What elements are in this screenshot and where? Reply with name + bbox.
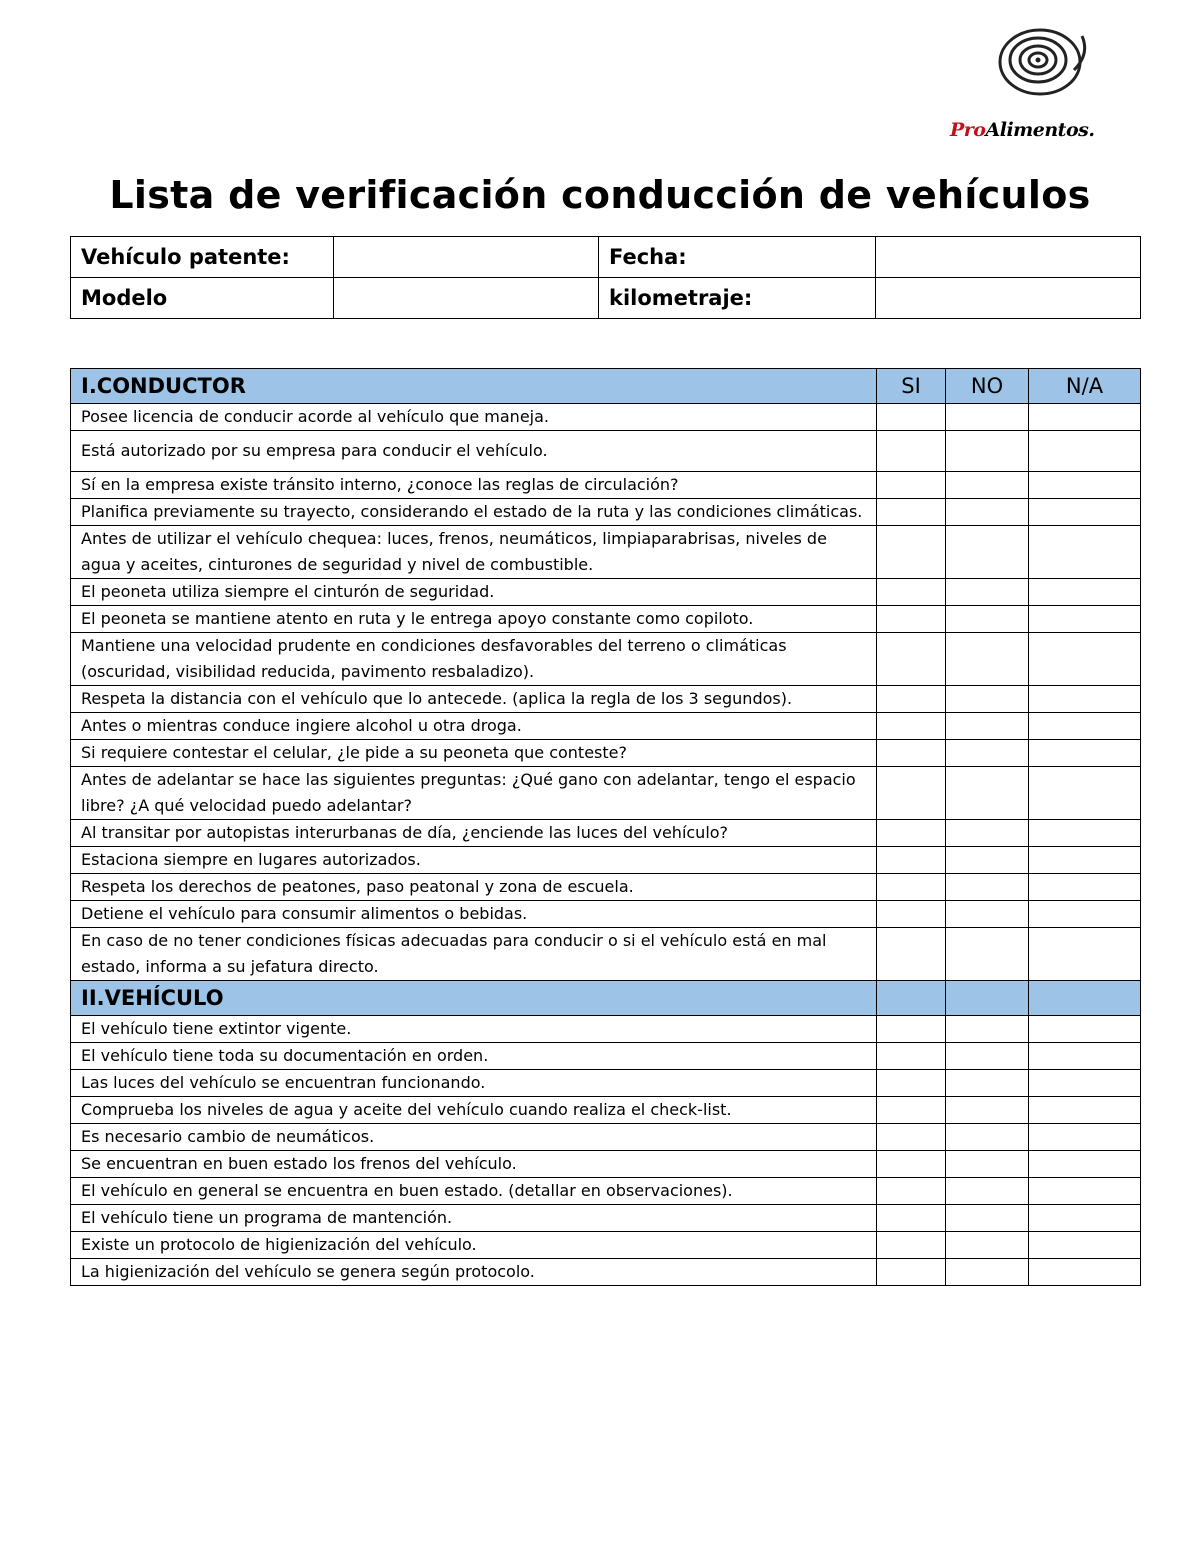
vehicle-info-table	[70, 236, 1141, 319]
checkbox-cell-si[interactable]	[877, 901, 946, 928]
vehiculo-patente-label: Vehículo patente:	[71, 237, 334, 278]
checkbox-cell-na[interactable]	[1029, 1151, 1141, 1178]
checklist-row	[71, 633, 1141, 686]
checklist-row	[71, 579, 1141, 606]
column-header-no	[946, 981, 1029, 1016]
checkbox-cell-na[interactable]	[1029, 847, 1141, 874]
checkbox-cell-no[interactable]	[946, 1097, 1029, 1124]
checklist-item-text: Antes o mientras conduce ingiere alcohol u otra droga.	[71, 713, 877, 740]
checklist-item-text: La higienización del vehículo se genera según protocolo.	[71, 1259, 877, 1286]
checkbox-cell-no[interactable]	[946, 472, 1029, 499]
logo-wordmark: ProAlimentos.	[950, 119, 1095, 141]
checkbox-cell-si[interactable]	[877, 1178, 946, 1205]
section-header-row	[71, 369, 1141, 404]
checklist-row	[71, 1232, 1141, 1259]
checklist-row	[71, 1205, 1141, 1232]
modelo-label: Modelo	[71, 278, 334, 319]
checkbox-cell-na[interactable]	[1029, 901, 1141, 928]
info-row	[71, 237, 1141, 278]
checklist-row	[71, 820, 1141, 847]
checklist-item-text: Al transitar por autopistas interurbanas de día, ¿enciende las luces del vehículo?	[71, 820, 877, 847]
checkbox-cell-si[interactable]	[877, 1070, 946, 1097]
checklist-item-text: Comprueba los niveles de agua y aceite del vehículo cuando realiza el check-list.	[71, 1097, 877, 1124]
checklist-table	[70, 368, 1141, 1286]
checkbox-cell-na[interactable]	[1029, 1016, 1141, 1043]
checkbox-cell-no[interactable]	[946, 404, 1029, 431]
checklist-item-text: Mantiene una velocidad prudente en condiciones desfavorables del terreno o climáticas (oscuridad, visibilidad reducida, pavimento resbaladizo).	[71, 633, 877, 686]
checklist-item-text: Posee licencia de conducir acorde al vehículo que maneja.	[71, 404, 877, 431]
checkbox-cell-no[interactable]	[946, 1016, 1029, 1043]
checklist-item-text: Planifica previamente su trayecto, considerando el estado de la ruta y las condiciones climáticas.	[71, 499, 877, 526]
checkbox-cell-no[interactable]	[946, 740, 1029, 767]
checklist-item-text: El vehículo tiene un programa de mantención.	[71, 1205, 877, 1232]
checklist-row	[71, 740, 1141, 767]
checkbox-cell-no[interactable]	[946, 1151, 1029, 1178]
checklist-item-text: Existe un protocolo de higienización del vehículo.	[71, 1232, 877, 1259]
checklist-row	[71, 431, 1141, 472]
company-logo	[950, 24, 1140, 141]
checklist-row	[71, 1043, 1141, 1070]
checklist-row	[71, 499, 1141, 526]
checklist-row	[71, 901, 1141, 928]
checkbox-cell-si[interactable]	[877, 526, 946, 579]
checkbox-cell-si[interactable]	[877, 767, 946, 820]
column-header-no: NO	[946, 369, 1029, 404]
vehiculo-patente-field[interactable]	[334, 237, 599, 278]
checkbox-cell-no[interactable]	[946, 1124, 1029, 1151]
checkbox-cell-no[interactable]	[946, 1070, 1029, 1097]
checklist-item-text: Sí en la empresa existe tránsito interno, ¿conoce las reglas de circulación?	[71, 472, 877, 499]
section-title: I.CONDUCTOR	[71, 369, 877, 404]
checkbox-cell-si[interactable]	[877, 579, 946, 606]
checklist-item-text: Antes de utilizar el vehículo chequea: luces, frenos, neumáticos, limpiaparabrisas, niveles de agua y aceites, cinturones de seguridad y nivel de combustible.	[71, 526, 877, 579]
checklist-row	[71, 472, 1141, 499]
checkbox-cell-si[interactable]	[877, 686, 946, 713]
checklist-item-text: El vehículo tiene toda su documentación en orden.	[71, 1043, 877, 1070]
checkbox-cell-si[interactable]	[877, 1043, 946, 1070]
checkbox-cell-si[interactable]	[877, 606, 946, 633]
checkbox-cell-no[interactable]	[946, 431, 1029, 472]
checkbox-cell-na[interactable]	[1029, 526, 1141, 579]
checkbox-cell-si[interactable]	[877, 1232, 946, 1259]
checklist-item-text: Está autorizado por su empresa para conducir el vehículo.	[71, 431, 877, 472]
checklist-row	[71, 1097, 1141, 1124]
checkbox-cell-si[interactable]	[877, 1205, 946, 1232]
page-title: Lista de verificación conducción de vehículos	[109, 173, 1091, 217]
checklist-item-text: Detiene el vehículo para consumir alimentos o bebidas.	[71, 901, 877, 928]
checklist-row	[71, 713, 1141, 740]
checkbox-cell-na[interactable]	[1029, 1259, 1141, 1286]
checklist-row	[71, 1151, 1141, 1178]
checkbox-cell-na[interactable]	[1029, 633, 1141, 686]
checkbox-cell-na[interactable]	[1029, 431, 1141, 472]
checkbox-cell-si[interactable]	[877, 820, 946, 847]
checkbox-cell-na[interactable]	[1029, 1232, 1141, 1259]
checklist-item-text: Respeta los derechos de peatones, paso peatonal y zona de escuela.	[71, 874, 877, 901]
checklist-row	[71, 874, 1141, 901]
checklist-item-text: En caso de no tener condiciones físicas adecuadas para conducir o si el vehículo está en mal estado, informa a su jefatura directo.	[71, 928, 877, 981]
checklist-row	[71, 928, 1141, 981]
checklist-item-text: El peoneta utiliza siempre el cinturón de seguridad.	[71, 579, 877, 606]
fecha-label: Fecha:	[599, 237, 876, 278]
checkbox-cell-si[interactable]	[877, 1097, 946, 1124]
checkbox-cell-si[interactable]	[877, 740, 946, 767]
checkbox-cell-si[interactable]	[877, 1151, 946, 1178]
checklist-row	[71, 526, 1141, 579]
checkbox-cell-na[interactable]	[1029, 1043, 1141, 1070]
checkbox-cell-na[interactable]	[1029, 767, 1141, 820]
checkbox-cell-na[interactable]	[1029, 472, 1141, 499]
checklist-row	[71, 1124, 1141, 1151]
checkbox-cell-no[interactable]	[946, 579, 1029, 606]
checkbox-cell-si[interactable]	[877, 874, 946, 901]
checkbox-cell-na[interactable]	[1029, 928, 1141, 981]
checkbox-cell-na[interactable]	[1029, 686, 1141, 713]
checkbox-cell-si[interactable]	[877, 847, 946, 874]
section-title: II.VEHÍCULO	[71, 981, 877, 1016]
column-header-na: N/A	[1029, 369, 1141, 404]
checkbox-cell-na[interactable]	[1029, 820, 1141, 847]
checklist-row	[71, 847, 1141, 874]
kilometraje-field[interactable]	[876, 278, 1141, 319]
spiral-logo-icon	[998, 24, 1090, 96]
checkbox-cell-no[interactable]	[946, 874, 1029, 901]
checkbox-cell-si[interactable]	[877, 1259, 946, 1286]
checkbox-cell-na[interactable]	[1029, 1205, 1141, 1232]
checkbox-cell-no[interactable]	[946, 928, 1029, 981]
checklist-item-text: El vehículo en general se encuentra en buen estado. (detallar en observaciones).	[71, 1178, 877, 1205]
checklist-item-text: Las luces del vehículo se encuentran funcionando.	[71, 1070, 877, 1097]
checklist-item-text: Se encuentran en buen estado los frenos del vehículo.	[71, 1151, 877, 1178]
column-header-si	[877, 981, 946, 1016]
checklist-row	[71, 404, 1141, 431]
checklist-row	[71, 1070, 1141, 1097]
column-header-na	[1029, 981, 1141, 1016]
checklist-row	[71, 606, 1141, 633]
checkbox-cell-si[interactable]	[877, 404, 946, 431]
checkbox-cell-no[interactable]	[946, 901, 1029, 928]
checkbox-cell-si[interactable]	[877, 472, 946, 499]
checkbox-cell-no[interactable]	[946, 1232, 1029, 1259]
checkbox-cell-no[interactable]	[946, 526, 1029, 579]
section-header-row	[71, 981, 1141, 1016]
checkbox-cell-no[interactable]	[946, 820, 1029, 847]
checkbox-cell-no[interactable]	[946, 499, 1029, 526]
checklist-item-text: El vehículo tiene extintor vigente.	[71, 1016, 877, 1043]
checkbox-cell-na[interactable]	[1029, 579, 1141, 606]
checkbox-cell-no[interactable]	[946, 1205, 1029, 1232]
checkbox-cell-si[interactable]	[877, 928, 946, 981]
checklist-item-text: Estaciona siempre en lugares autorizados.	[71, 847, 877, 874]
checkbox-cell-na[interactable]	[1029, 404, 1141, 431]
checkbox-cell-si[interactable]	[877, 713, 946, 740]
checklist-row	[71, 1016, 1141, 1043]
checkbox-cell-no[interactable]	[946, 1178, 1029, 1205]
modelo-field[interactable]	[334, 278, 599, 319]
checkbox-cell-na[interactable]	[1029, 1178, 1141, 1205]
checkbox-cell-na[interactable]	[1029, 874, 1141, 901]
checkbox-cell-na[interactable]	[1029, 1124, 1141, 1151]
kilometraje-label: kilometraje:	[599, 278, 876, 319]
checklist-item-text: Respeta la distancia con el vehículo que lo antecede. (aplica la regla de los 3 segundos).	[71, 686, 877, 713]
checkbox-cell-na[interactable]	[1029, 1097, 1141, 1124]
checkbox-cell-si[interactable]	[877, 499, 946, 526]
info-row	[71, 278, 1141, 319]
checkbox-cell-na[interactable]	[1029, 499, 1141, 526]
checkbox-cell-no[interactable]	[946, 686, 1029, 713]
checklist-row	[71, 767, 1141, 820]
checkbox-cell-no[interactable]	[946, 767, 1029, 820]
checklist-item-text: Antes de adelantar se hace las siguientes preguntas: ¿Qué gano con adelantar, tengo el espacio libre? ¿A qué velocidad puedo adelantar?	[71, 767, 877, 820]
column-header-si: SI	[877, 369, 946, 404]
checkbox-cell-si[interactable]	[877, 1124, 946, 1151]
checkbox-cell-si[interactable]	[877, 633, 946, 686]
checkbox-cell-si[interactable]	[877, 431, 946, 472]
fecha-field[interactable]	[876, 237, 1141, 278]
checkbox-cell-na[interactable]	[1029, 1070, 1141, 1097]
checklist-item-text: Es necesario cambio de neumáticos.	[71, 1124, 877, 1151]
checkbox-cell-no[interactable]	[946, 1259, 1029, 1286]
checkbox-cell-no[interactable]	[946, 1043, 1029, 1070]
checklist-row	[71, 686, 1141, 713]
checkbox-cell-na[interactable]	[1029, 713, 1141, 740]
checklist-item-text: Si requiere contestar el celular, ¿le pide a su peoneta que conteste?	[71, 740, 877, 767]
checkbox-cell-no[interactable]	[946, 713, 1029, 740]
checkbox-cell-no[interactable]	[946, 847, 1029, 874]
checklist-row	[71, 1259, 1141, 1286]
checkbox-cell-no[interactable]	[946, 606, 1029, 633]
checkbox-cell-na[interactable]	[1029, 606, 1141, 633]
checkbox-cell-na[interactable]	[1029, 740, 1141, 767]
checklist-row	[71, 1178, 1141, 1205]
checkbox-cell-si[interactable]	[877, 1016, 946, 1043]
checklist-item-text: El peoneta se mantiene atento en ruta y le entrega apoyo constante como copiloto.	[71, 606, 877, 633]
checkbox-cell-no[interactable]	[946, 633, 1029, 686]
